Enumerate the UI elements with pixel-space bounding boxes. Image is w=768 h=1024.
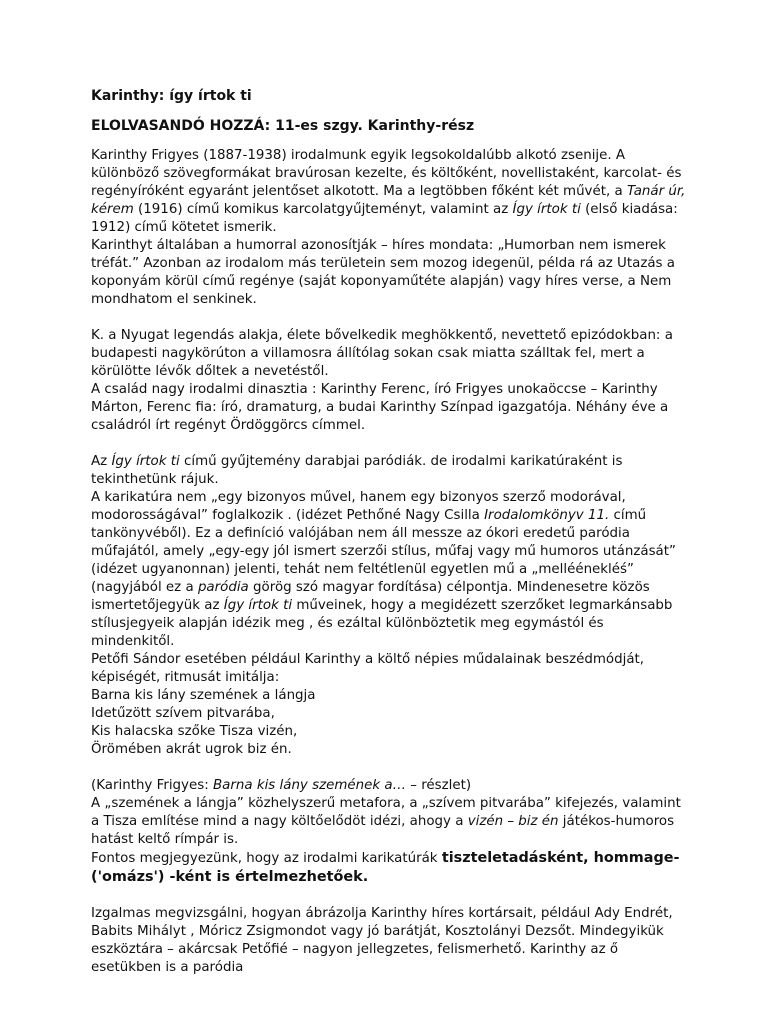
paragraph-intro (91, 147, 686, 237)
document-title: Karinthy: így írtok ti (91, 88, 252, 104)
text-run: Karinthy Frigyes (1887-1938) irodalmunk egyik legsokoldalúbb alkotó zsenije. A különböző szövegformákat bravúrosan kezelte, és költőként, novellistaként, karcolat- és regényíróként egyaránt jelentőset alkotott. Ma a legtöbben főként két művét, a (91, 148, 682, 199)
poem-line: Idetűzött szívem pitvarába, (91, 706, 275, 721)
paragraph-spacer (91, 435, 686, 453)
paragraph-humor: Karinthyt általában a humorral azonosítják – híres mondata: „Humorban nem ismerek tréfát.” Azonban az irodalom más területein sem mozog idegenül, példa rá az Utazás a koponyám körül című regénye (saját koponyaműtéte alapján) vagy híres verse, a Nem mondhatom el senkinek. (91, 238, 675, 307)
text-run: görög szó magyar fordítása) célpontja. Mindenesetre közös ismertetőjegyük az (91, 580, 650, 613)
italic-title-run: Tanár úr, kérem (91, 184, 686, 217)
italic-title-run: Így írtok ti (223, 598, 293, 613)
text-run: (1916) című komikus karcolatgyűjteményt, valamint az (133, 202, 513, 217)
text-run: című gyűjtemény darabjai paródiák. de irodalmi karikatúraként is tekinthetünk rájuk. (91, 454, 623, 487)
poem-citation (91, 777, 686, 795)
poem-line: Örömében akrát ugrok biz én. (91, 742, 292, 757)
bold-emphasis-run: tiszteletadásként, hommage- ('omázs') -ként is értelmezhetőek. (91, 850, 680, 885)
reading-assignment-heading: ELOLVASANDÓ HOZZÁ: 11-es szgy. Karinthy-rész (91, 118, 475, 134)
text-run: (első kiadása: 1912) című kötetet ismerik. (91, 202, 678, 235)
paragraph-collection (91, 453, 686, 489)
italic-title-run: Irodalomkönyv 11. (484, 508, 610, 523)
text-run: A karikatúra nem „egy bizonyos művel, hanem egy bizonyos szerző modorával, modorosságával” foglalkozik . (idézet Pethőné Nagy Csilla (91, 490, 626, 523)
text-run: (Karinthy Frigyes: (91, 778, 213, 793)
poem-line: Kis halacska szőke Tisza vizén, (91, 724, 298, 739)
paragraph-analysis (91, 795, 686, 849)
paragraph-contemporaries: Izgalmas megvizsgálni, hogyan ábrázolja Karinthy híres kortársait, például Ady Endrét, Babits Mihályt , Móricz Zsigmondot vagy jó barátját, Kosztolányi Dezsőt. Mindegyikük eszköztára – akárcsak Petőfié – nagyon jellegzetes, felismerhető. Karinthy az ő esetükben is a paródia (91, 906, 673, 975)
paragraph-petofi: Petőfi Sándor esetében például Karinthy a költő népies műdalainak beszédmódját, képiségét, ritmusát imitálja: (91, 652, 645, 685)
text-run: játékos-humoros hatást keltő rímpár is. (91, 814, 675, 847)
poem-line: Barna kis lány szemének a lángja (91, 688, 316, 703)
paragraph-family: A család nagy irodalmi dinasztia : Karinthy Ferenc, író Frigyes unokaöccse – Karinthy Márton, Ferenc fia: író, dramaturg, a budai Karinthy Színpad igazgatója. Néhány éve a családról írt regényt Ördöggörcs címmel. (91, 382, 669, 433)
text-run: műveinek, hogy a megidézett szerzőket legmarkánsabb stílusjegyeik alapján idézik meg , és ezáltal különböztetik meg egymástól és mindenkitől. (91, 598, 673, 649)
italic-title-run: Így írtok ti (111, 454, 180, 469)
paragraph-caricature (91, 489, 686, 651)
text-run: – részlet) (405, 778, 472, 793)
text-run: című tankönyvéből). Ez a definíció valójában nem áll messze az ókori eredetű paródia műfajától, amely „egy-egy jól ismert szerzői stílus, műfaj vagy mű humoros utánzását” (idézet ugyanonnan) jelenti, tehát nem feltétlenül egyetlen mű a „melléénekléś” (nagyjából ez a (91, 508, 676, 595)
italic-word-run: paródia (197, 580, 249, 595)
paragraph-hommage (91, 849, 686, 887)
paragraph-spacer (91, 309, 686, 327)
italic-title-run: Barna kis lány szemének a… (212, 778, 406, 793)
paragraph-spacer (91, 887, 686, 905)
document-body (91, 87, 686, 977)
poem-quote (91, 687, 686, 759)
text-run: A „szemének a lángja” közhelyszerű metafora, a „szívem pitvarába” kifejezés, valamint a Tisza említése mind a nagy költőelődöt idézi, ahogy a (91, 796, 681, 829)
italic-phrase-run: vizén – biz én (467, 814, 559, 829)
paragraph-nyugat: K. a Nyugat legendás alakja, élete bővelkedik meghökkentő, nevettető epizódokban: a budapesti nagykörúton a villamosra állítólag sokan csak miatta szálltak fel, mert a körülötte lévők dőltek a nevetéstől. (91, 328, 673, 379)
text-run: Fontos megjegyezünk, hogy az irodalmi karikatúrák (91, 851, 442, 866)
text-run: Az (91, 454, 112, 469)
italic-title-run: Így írtok ti (512, 202, 581, 217)
paragraph-spacer (91, 759, 686, 777)
